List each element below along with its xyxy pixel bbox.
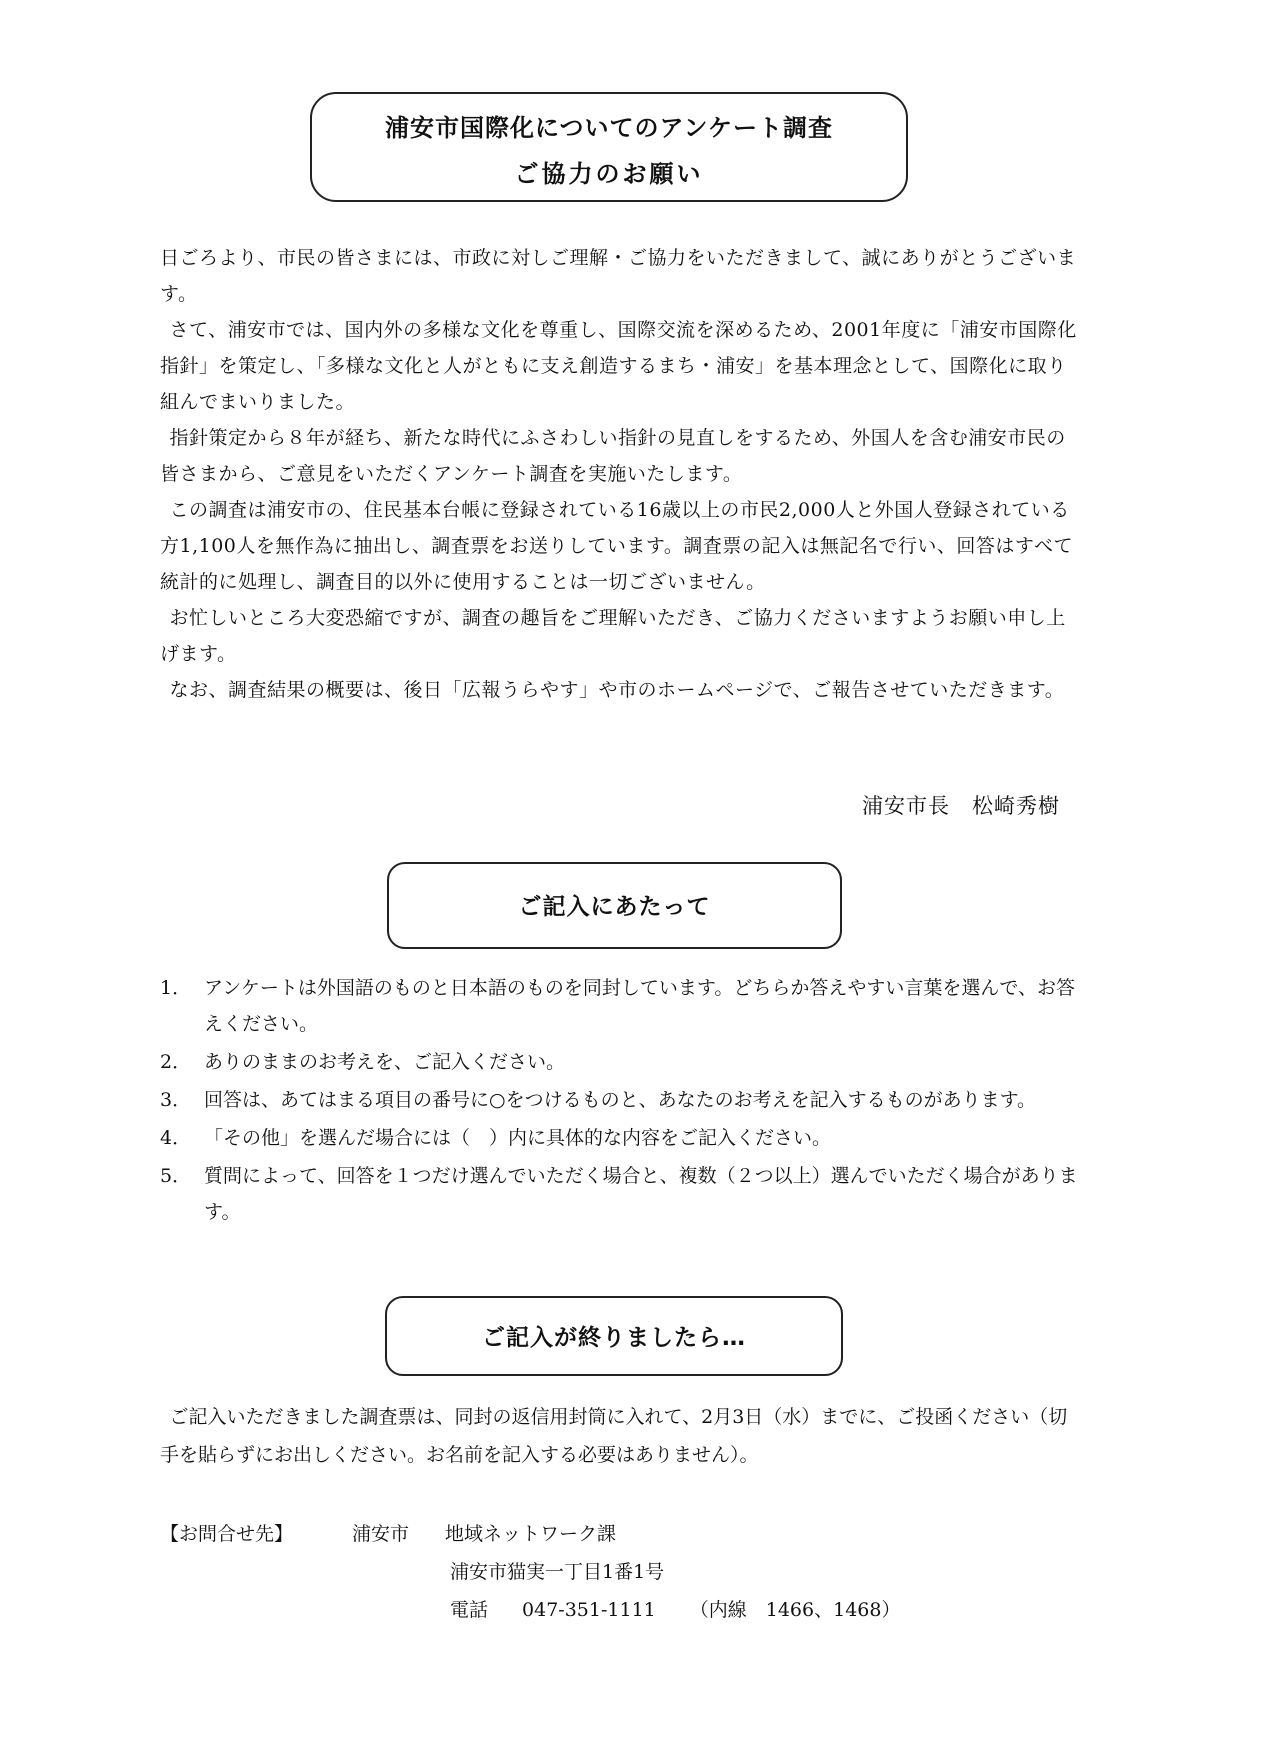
contact-org: 浦安市: [352, 1523, 410, 1545]
intro-paragraph-4: この調査は浦安市の、住民基本台帳に登録されている16歳以上の市民2,000人と外国人登録されている方1,100人を無作為に抽出し、調査票をお送りしています。調査票の記入は無記名で行い、回答はすべて統計的に処理し、調査目的以外に使用することは一切ございません。: [160, 499, 1073, 593]
contact-extension: （内線 1466、1468）: [689, 1599, 901, 1621]
after-heading: ご記入が終りましたら…: [385, 1296, 843, 1376]
contact-info: [160, 1515, 900, 1629]
contact-dept: 地域ネットワーク課: [445, 1523, 617, 1545]
list-item: [160, 1158, 1088, 1230]
intro-paragraph-2: さて、浦安市では、国内外の多様な文化を尊重し、国際交流を深めるため、2001年度に「浦安市国際化指針」を策定し、「多様な文化と人がともに支え創造するまち・浦安」を基本理念として、国際化に取り組んでまいりました。: [160, 319, 1077, 413]
list-item: [160, 1082, 1088, 1118]
intro-paragraph-5: お忙しいところ大変恐縮ですが、調査の趣旨をご理解いただき、ご協力くださいますようお願い申し上げます。: [160, 607, 1066, 665]
list-item-number: 3．: [160, 1089, 192, 1111]
list-item-number: 2．: [160, 1051, 192, 1073]
list-item-number: 5．: [160, 1165, 192, 1187]
list-item: [160, 970, 1088, 1042]
page-subtitle: ご協力のお願い: [514, 160, 704, 188]
list-item: [160, 1044, 1088, 1080]
instructions-heading: ご記入にあたって: [387, 862, 842, 949]
title-box: [310, 92, 908, 202]
list-item-text: 質問によって、回答を１つだけ選んでいただく場合と、複数（２つ以上）選んでいただく場合があります。: [204, 1165, 1078, 1223]
contact-label: 【お問合せ先】: [160, 1523, 294, 1545]
list-item-text: 回答は、あてはまる項目の番号に○をつけるものと、あなたのお考えを記入するものがあります。: [204, 1089, 1037, 1111]
contact-address: 浦安市猫実一丁目1番1号: [450, 1561, 665, 1583]
contact-phone: 047-351-1111: [522, 1599, 656, 1621]
intro-paragraph-3: 指針策定から８年が経ち、新たな時代にふさわしい指針の見直しをするため、外国人を含む浦安市民の皆さまから、ご意見をいただくアンケート調査を実施いたします。: [160, 427, 1066, 485]
list-item: [160, 1120, 1088, 1156]
list-item-number: 1．: [160, 977, 192, 999]
list-item-text: 「その他」を選んだ場合には（ ）内に具体的な内容をご記入ください。: [204, 1127, 832, 1149]
intro-paragraph-6: なお、調査結果の概要は、後日「広報うらやす」や市のホームページで、ご報告させていただきます。: [169, 679, 1065, 701]
list-item-text: ありのままのお考えを、ご記入ください。: [204, 1051, 566, 1073]
mayor-signature: 浦安市長 松崎秀樹: [862, 794, 1060, 818]
intro-body: [160, 240, 1082, 708]
return-instructions: ご記入いただきました調査票は、同封の返信用封筒に入れて、2月3日（水）までに、ご投函ください（切手を貼らずにお出しください。お名前を記入する必要はありません）。: [160, 1406, 1068, 1466]
intro-paragraph-1: 日ごろより、市民の皆さまには、市政に対しご理解・ご協力をいただきまして、誠にありがとうございます。: [160, 247, 1077, 305]
page-title: 浦安市国際化についてのアンケート調査: [384, 114, 834, 142]
instructions-list: [160, 970, 1088, 1232]
list-item-text: アンケートは外国語のものと日本語のものを同封しています。どちらか答えやすい言葉を選んで、お答えください。: [204, 977, 1075, 1035]
list-item-number: 4．: [160, 1127, 192, 1149]
contact-phone-label: 電話: [450, 1599, 489, 1621]
